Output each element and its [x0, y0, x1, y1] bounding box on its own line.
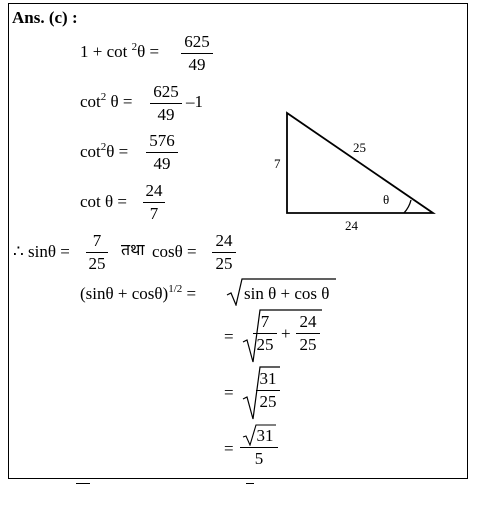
eq1-tail: θ = — [137, 42, 160, 61]
eq8-denominator: 25 — [259, 392, 277, 411]
eq2-fraction — [150, 82, 182, 125]
eq9-denominator: 5 — [254, 449, 264, 468]
eq8-fraction — [256, 369, 280, 412]
eq2-text: cot — [80, 92, 101, 111]
eq7-equals: = — [224, 327, 234, 346]
eq1-numerator: 625 — [184, 32, 210, 51]
cos-fraction — [212, 231, 236, 274]
clipped-text-fragment — [246, 483, 254, 484]
eq9-numerator — [240, 426, 278, 446]
eq1-denominator: 49 — [188, 55, 206, 74]
eq3-numerator: 576 — [149, 131, 175, 150]
eq3-fraction — [146, 131, 178, 174]
eq2-tail: θ = — [106, 92, 133, 111]
eq8-numerator: 31 — [259, 369, 277, 388]
eq3-denominator: 49 — [153, 154, 171, 173]
cos-denominator: 25 — [215, 254, 233, 273]
eq6-equals: = — [186, 284, 197, 303]
clipped-text-fragment — [76, 483, 90, 484]
eq1-lhs — [80, 43, 159, 60]
sin-lhs: sinθ = — [28, 242, 70, 261]
eq2-lhs — [80, 93, 133, 110]
eq7-b-numerator: 24 — [299, 312, 317, 331]
eq3-text: cot — [80, 142, 101, 161]
eq1-exponent: 2 — [131, 41, 138, 53]
eq6-radicand: sin θ + cos θ — [244, 284, 330, 303]
eq7-b-denominator: 25 — [299, 335, 317, 354]
angle-label: θ — [383, 192, 390, 207]
eq8-equals: = — [224, 383, 234, 402]
answer-box — [8, 3, 468, 479]
eq7-a-numerator: 7 — [260, 312, 270, 331]
eq3-lhs — [80, 143, 128, 160]
therefore-symbol: ∴ — [13, 242, 24, 261]
hypotenuse-label: 25 — [353, 140, 366, 155]
cos-lhs: cosθ = — [152, 242, 197, 261]
eq9-fraction — [240, 426, 278, 469]
right-triangle-figure — [270, 105, 440, 235]
eq2-minus-one: –1 — [186, 92, 203, 111]
eq2-denominator: 49 — [157, 105, 175, 124]
base-label: 24 — [345, 218, 358, 233]
eq1-text: 1 + cot — [80, 42, 128, 61]
eq2-numerator: 625 — [153, 82, 179, 101]
eq6-exponent: 1/2 — [168, 283, 183, 295]
eq7-fraction-a — [253, 312, 277, 355]
answer-heading: Ans. (c) : — [12, 8, 78, 27]
eq1-fraction — [181, 32, 213, 75]
eq7-plus: + — [281, 324, 291, 343]
eq6-text: (sinθ + cosθ) — [80, 284, 169, 303]
eq6-lhs — [80, 285, 196, 302]
sin-fraction — [86, 231, 108, 274]
cos-numerator: 24 — [215, 231, 233, 250]
sin-numerator: 7 — [92, 231, 102, 250]
eq4-lhs: cot θ = — [80, 192, 127, 211]
sin-denominator: 25 — [88, 254, 106, 273]
side-vertical-label: 7 — [274, 156, 281, 171]
eq7-fraction-b — [296, 312, 320, 355]
eq4-fraction — [143, 181, 165, 224]
eq4-denominator: 7 — [149, 204, 159, 223]
eq4-numerator: 24 — [145, 181, 163, 200]
eq3-tail: θ = — [106, 142, 129, 161]
tatha-word: तथा — [121, 242, 145, 259]
eq2-exponent: 2 — [100, 91, 107, 103]
eq9-equals: = — [224, 439, 234, 458]
eq3-exponent: 2 — [100, 141, 107, 153]
eq9-radicand: 31 — [256, 426, 274, 445]
eq7-a-denominator: 25 — [256, 335, 274, 354]
